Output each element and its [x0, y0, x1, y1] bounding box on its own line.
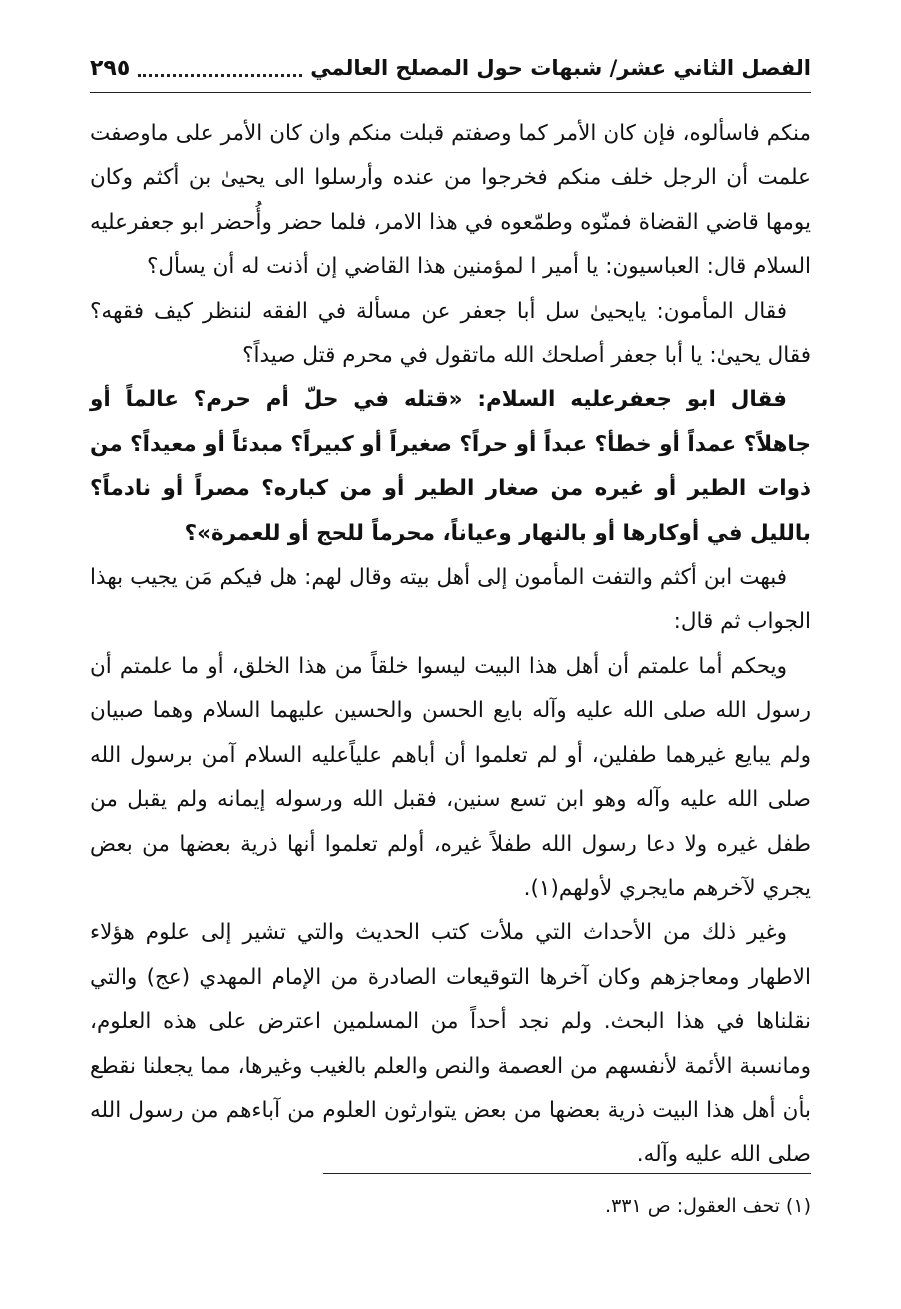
leader-dots — [138, 64, 302, 77]
paragraph-3: فقال ابو جعفرعليه السلام: «قتله في حلّ أم حرم؟ عالماً أو جاهلاً؟ عمداً أو خطأ؟ عبداً أو حراً؟ صغيراً أو كبيراً؟ مبدئاً أو معيداً؟ من ذوات الطير أو غيره من صغار الطير أو من كباره؟ مصراً أو نادماً؟ بالليل في أوكارها أو بالنهار وعياناً، محرماً للحج أو للعمرة»؟ — [90, 387, 811, 546]
paragraph-1: منكم فاسألوه، فإن كان الأمر كما وصفتم قبلت منكم وان كان الأمر على ماوصفت علمت أن الرجل خلف منكم فخرجوا من عنده وأرسلوا الى يحيىٰ بن أكثم وكان يومها قاضي القضاة فمنّوه وطمّعوه في هذا الامر، فلما حضر وأُحضر ابو جعفرعليه السلام قال: العباسيون: يا أمير ا لمؤمنين هذا القاضي إن أذنت له أن يسأل؟ — [90, 121, 811, 280]
footnote-divider — [323, 1173, 811, 1174]
page-number: ٢٩٥ — [90, 55, 131, 81]
main-text — [90, 112, 811, 1178]
footnote: (١) تحف العقول: ص ٣٣١. — [605, 1195, 811, 1217]
chapter-title: الفصل الثاني عشر/ شبهات حول المصلح العالمي — [310, 56, 811, 80]
paragraph-2: فقال المأمون: يايحيىٰ سل أبا جعفر عن مسألة في الفقه لننظر كيف فقهه؟ فقال يحيىٰ: يا أبا جعفر أصلحك الله ماتقول في محرم قتل صيداً؟ — [90, 298, 811, 369]
header-divider — [90, 92, 811, 93]
paragraph-6: وغير ذلك من الأحداث التي ملأت كتب الحديث والتي تشير إلى علوم هؤلاء الاطهار ومعاجزهم وكان آخرها التوقيعات الصادرة من الإمام المهدي (عج) والتي نقلناها في هذا البحث. ولم نجد أحداً من المسلمين اعترض على هذه العلوم، ومانسبة الأئمة لأنفسهم من العصمة والنص والعلم بالغيب وغيرها، مما يجعلنا نقطع بأن أهل هذا البيت ذرية بعضها من بعض يتوارثون العلوم من آباءهم من رسول الله صلى الله عليه وآله. — [90, 920, 811, 1168]
paragraph-5: ويحكم أما علمتم أن أهل هذا البيت ليسوا خلقاً من هذا الخلق، أو ما علمتم أن رسول الله صلى الله عليه وآله بايع الحسن والحسين عليهما السلام وهما صبيان ولم يبايع غيرهما طفلين، أو لم تعلموا أن أباهم علياًعليه السلام آمن برسول الله صلى الله عليه وآله وهو ابن تسع سنين، فقبل الله ورسوله إيمانه ولم يقبل من طفل غيره ولا دعا رسول الله طفلاً غيره، أولم تعلموا أنها ذرية بعضها من بعض يجري لآخرهم مايجري لأولهم(١). — [90, 653, 811, 901]
running-header — [90, 48, 811, 88]
paragraph-4: فبهت ابن أكثم والتفت المأمون إلى أهل بيته وقال لهم: هل فيكم مَن يجيب بهذا الجواب ثم قال: — [90, 565, 811, 635]
